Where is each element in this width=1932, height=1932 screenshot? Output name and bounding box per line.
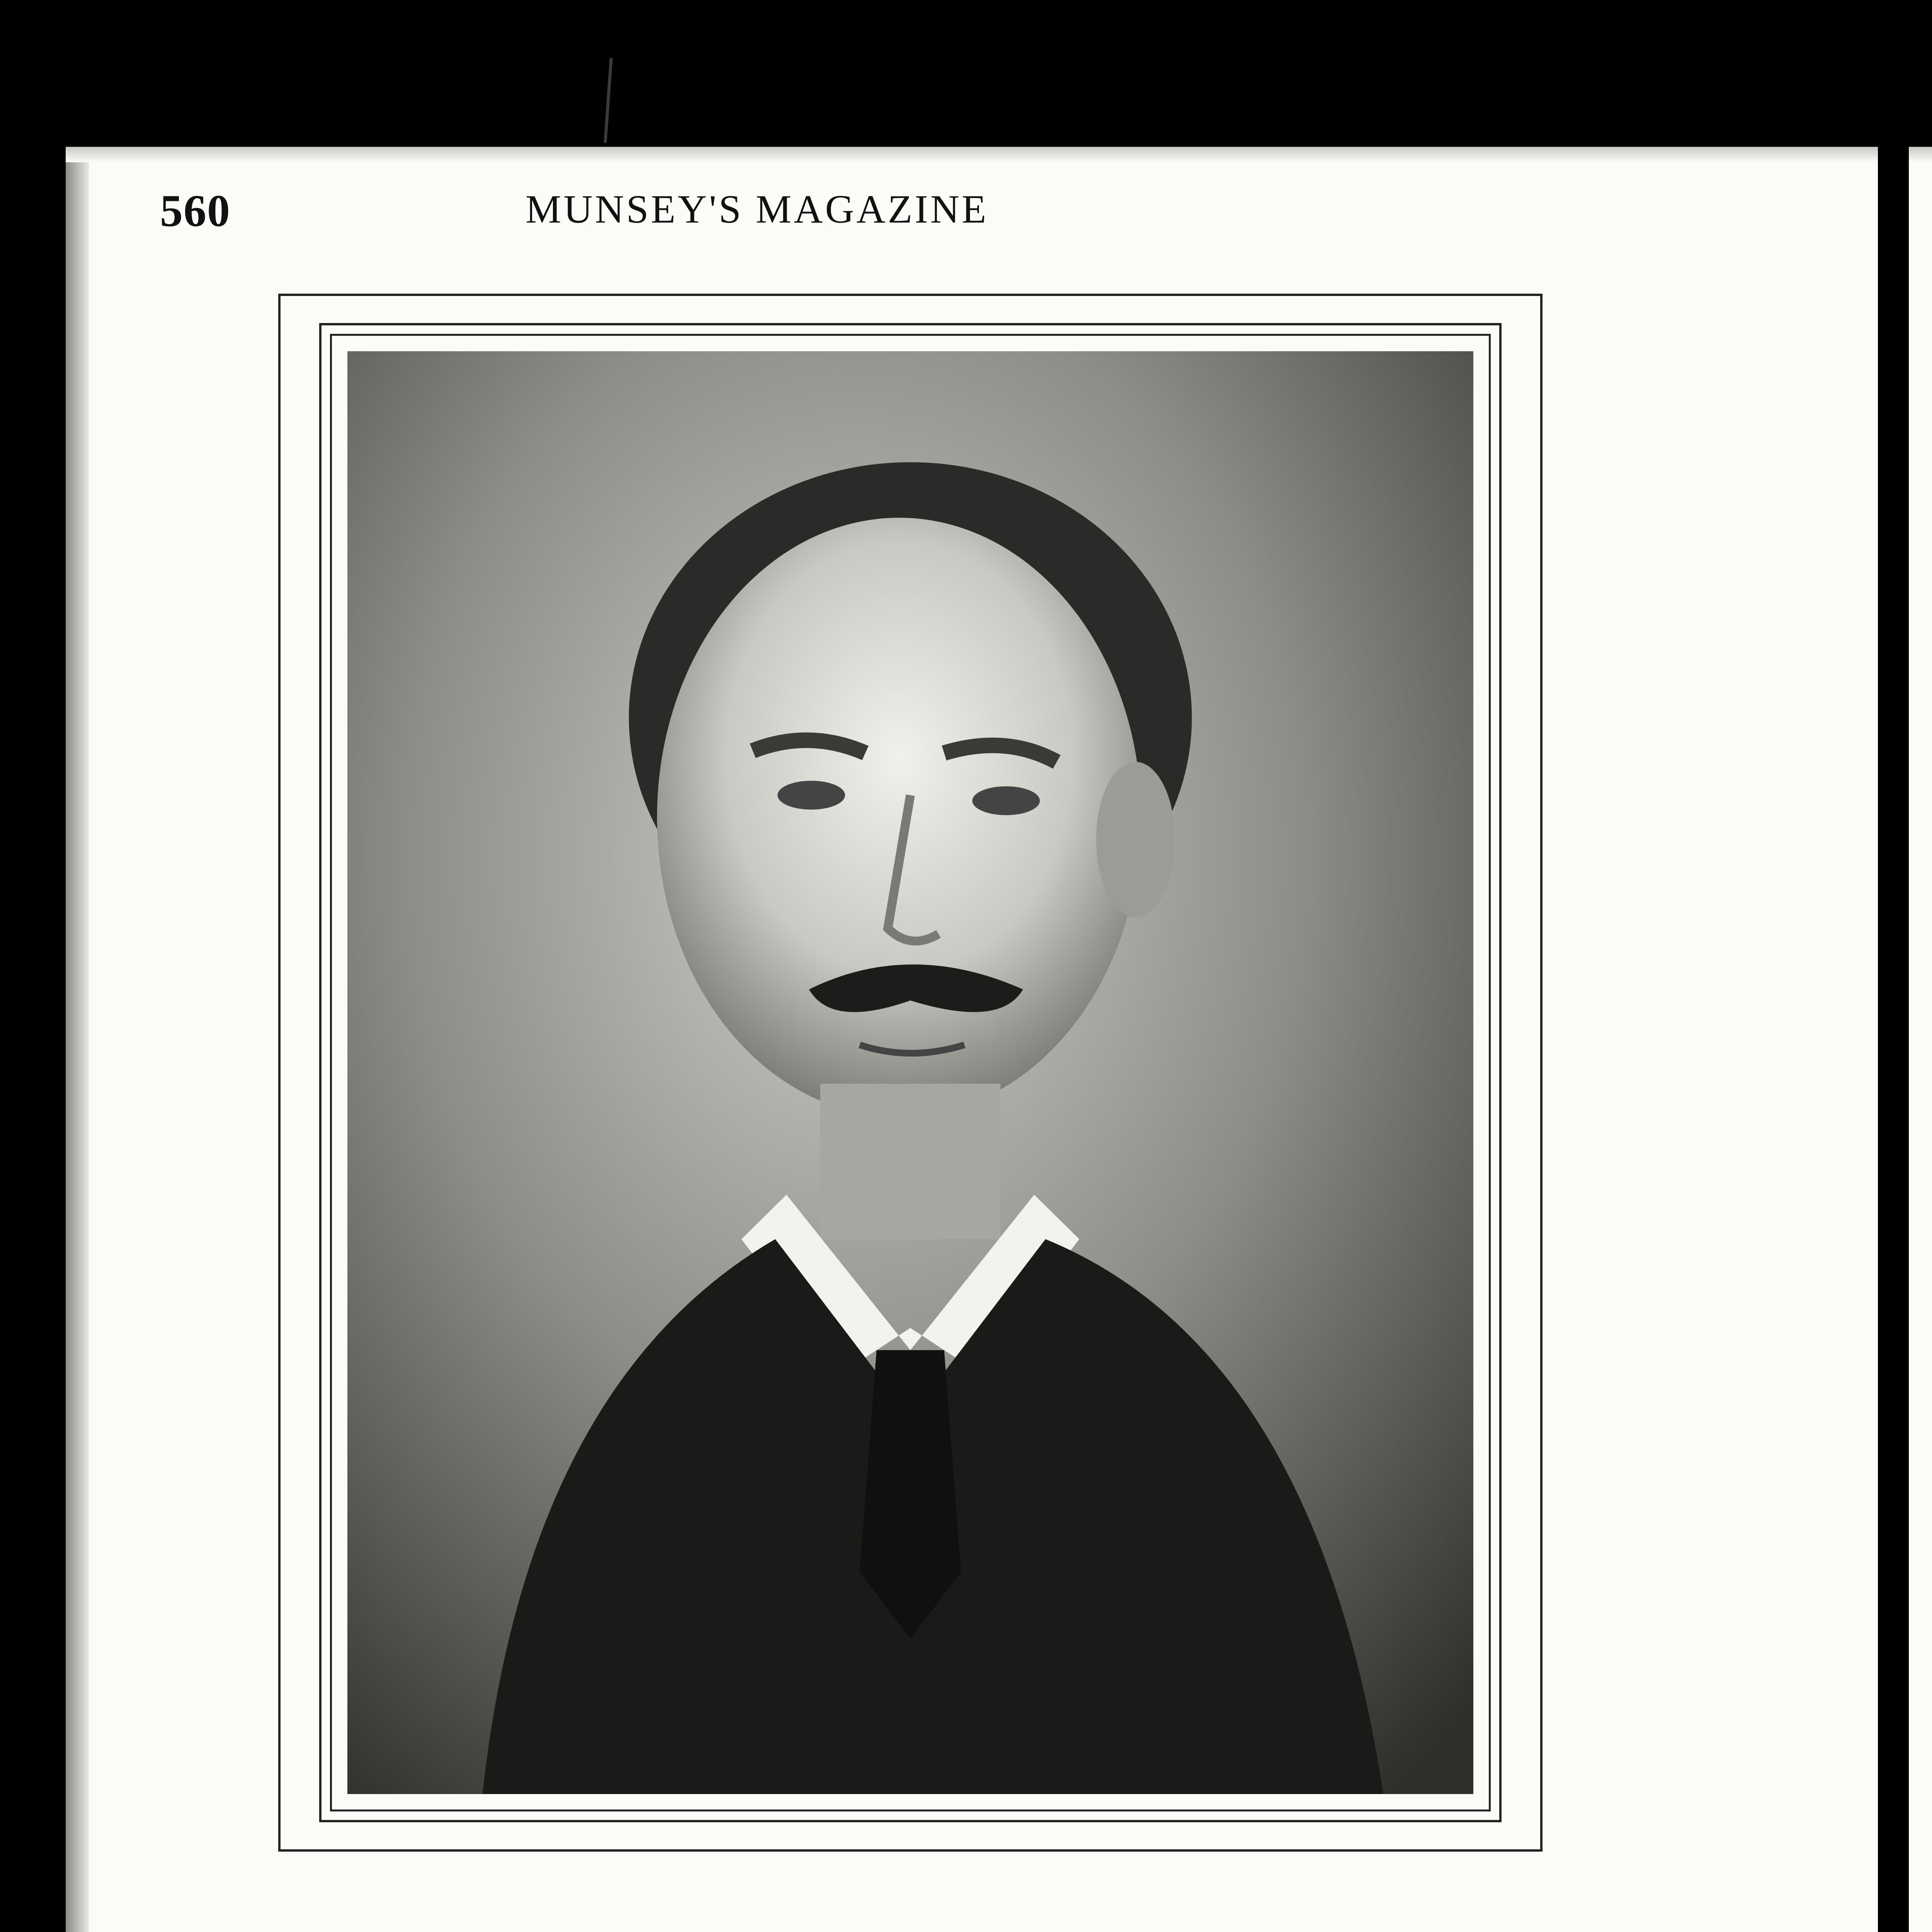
page-shadow-top <box>66 147 1932 162</box>
page-gutter <box>1878 131 1909 1932</box>
photo-frame <box>319 323 1502 1822</box>
portrait-image <box>347 351 1473 1794</box>
running-head-title: MUNSEY'S MAGAZINE <box>526 187 989 231</box>
page-shadow <box>66 147 89 1932</box>
scan-artifact <box>604 58 612 143</box>
photo-plate <box>278 294 1543 1852</box>
photo-frame-inner <box>330 334 1491 1811</box>
portrait-photo <box>347 351 1473 1794</box>
page-number: 560 <box>160 185 231 236</box>
